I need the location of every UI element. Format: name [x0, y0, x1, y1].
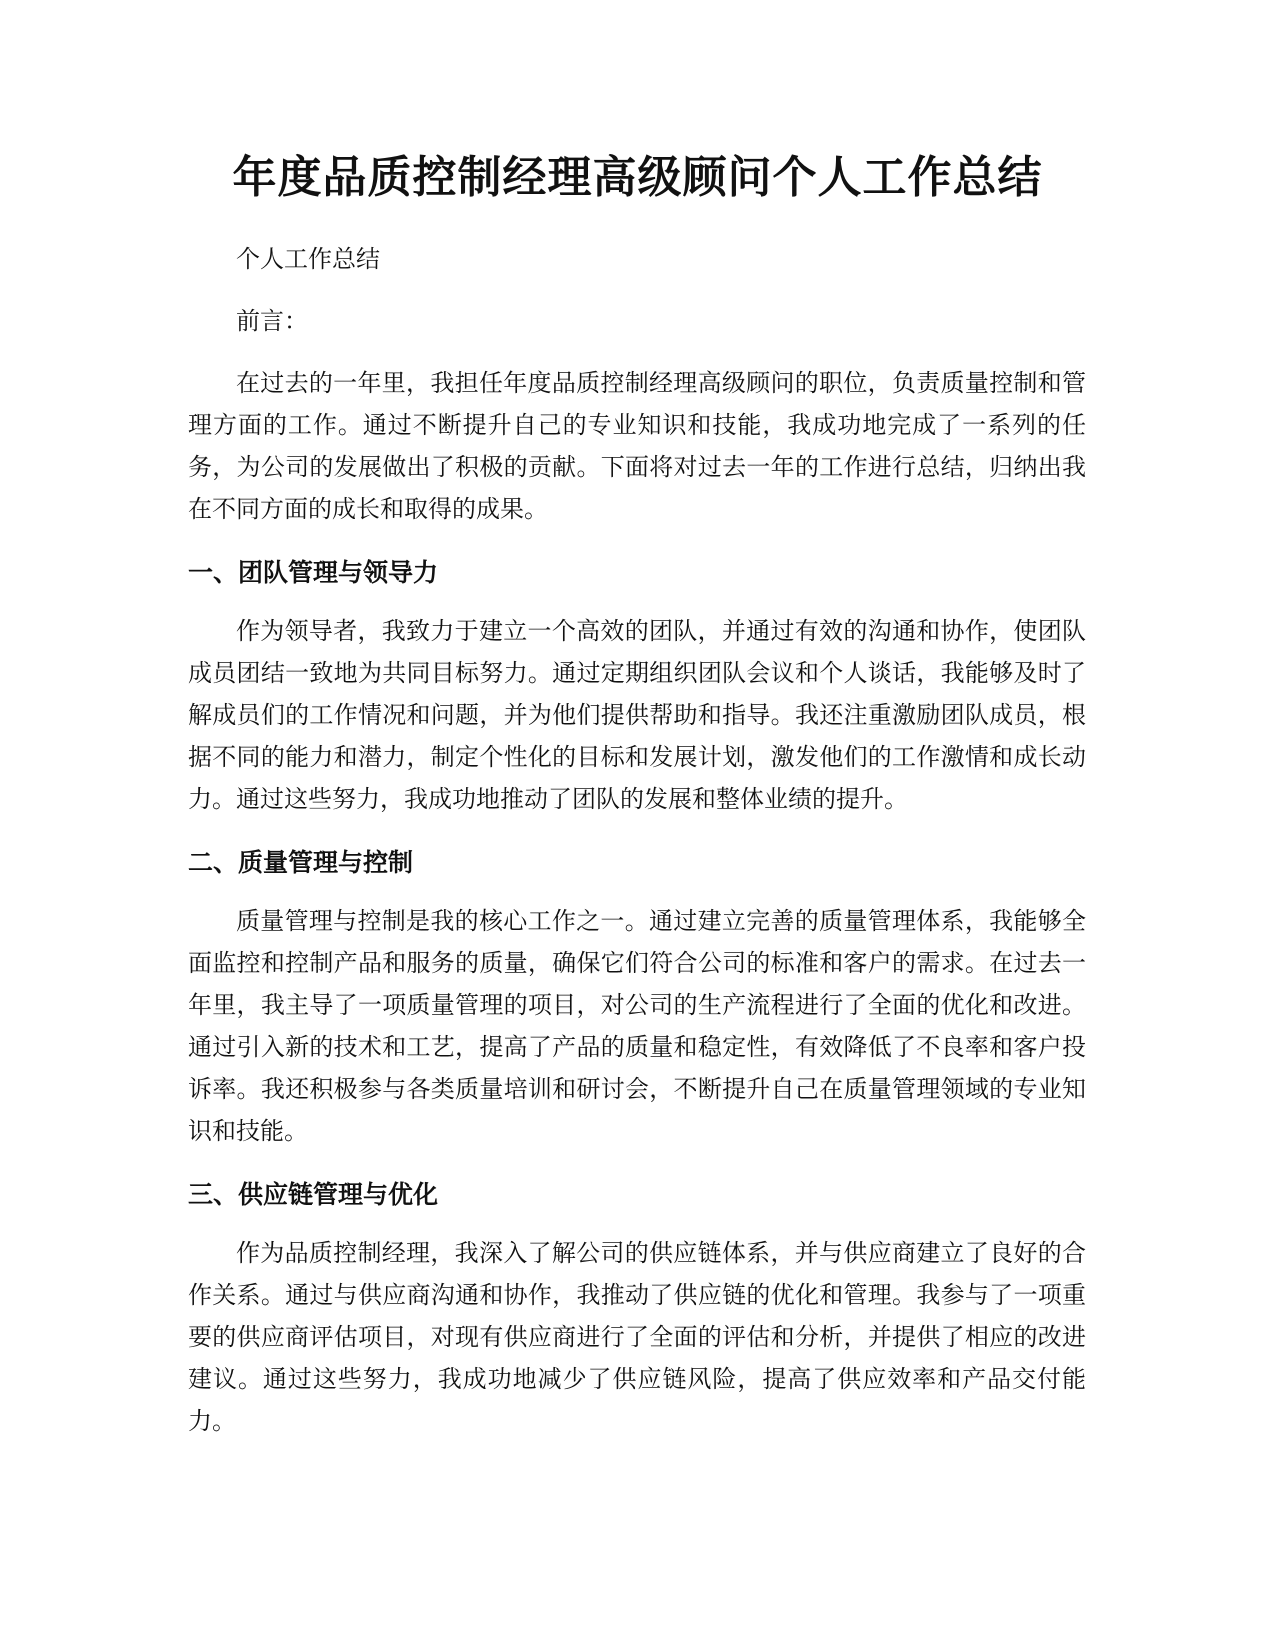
section-supply-chain [188, 1174, 1086, 1442]
document-title: 年度品质控制经理高级顾问个人工作总结 [232, 152, 1043, 203]
section-paragraph: 质量管理与控制是我的核心工作之一。通过建立完善的质量管理体系，我能够全面监控和控制产品和服务的质量，确保它们符合公司的标准和客户的需求。在过去一年里，我主导了一项质量管理的项目，对公司的生产流程进行了全面的优化和改进。通过引入新的技术和工艺，提高了产品的质量和稳定性，有效降低了不良率和客户投诉率。我还积极参与各类质量培训和研讨会，不断提升自己在质量管理领域的专业知识和技能。 [188, 907, 1086, 1145]
section-heading: 二、质量管理与控制 [188, 848, 414, 877]
section-heading: 一、团队管理与领导力 [188, 558, 439, 587]
section-paragraph: 作为领导者，我致力于建立一个高效的团队，并通过有效的沟通和协作，使团队成员团结一致地为共同目标努力。通过定期组织团队会议和个人谈话，我能够及时了解成员们的工作情况和问题，并为他们提供帮助和指导。我还注重激励团队成员，根据不同的能力和潜力，制定个性化的目标和发展计划，激发他们的工作激情和成长动力。通过这些努力，我成功地推动了团队的发展和整体业绩的提升。 [188, 617, 1086, 813]
section-heading: 三、供应链管理与优化 [188, 1180, 439, 1209]
section-paragraph: 作为品质控制经理，我深入了解公司的供应链体系，并与供应商建立了良好的合作关系。通过与供应商沟通和协作，我推动了供应链的优化和管理。我参与了一项重要的供应商评估项目，对现有供应商进行了全面的评估和分析，并提供了相应的改进建议。通过这些努力，我成功地减少了供应链风险，提高了供应效率和产品交付能力。 [188, 1239, 1086, 1435]
section-team-management [188, 552, 1086, 820]
intro-paragraph: 在过去的一年里，我担任年度品质控制经理高级顾问的职位，负责质量控制和管理方面的工作。通过不断提升自己的专业知识和技能，我成功地完成了一系列的任务，为公司的发展做出了积极的贡献。下面将对过去一年的工作进行总结，归纳出我在不同方面的成长和取得的成果。 [188, 369, 1086, 523]
document-body [188, 238, 1086, 1464]
subtitle: 个人工作总结 [236, 245, 380, 273]
preface-label: 前言： [236, 307, 308, 335]
section-quality-management [188, 842, 1086, 1152]
